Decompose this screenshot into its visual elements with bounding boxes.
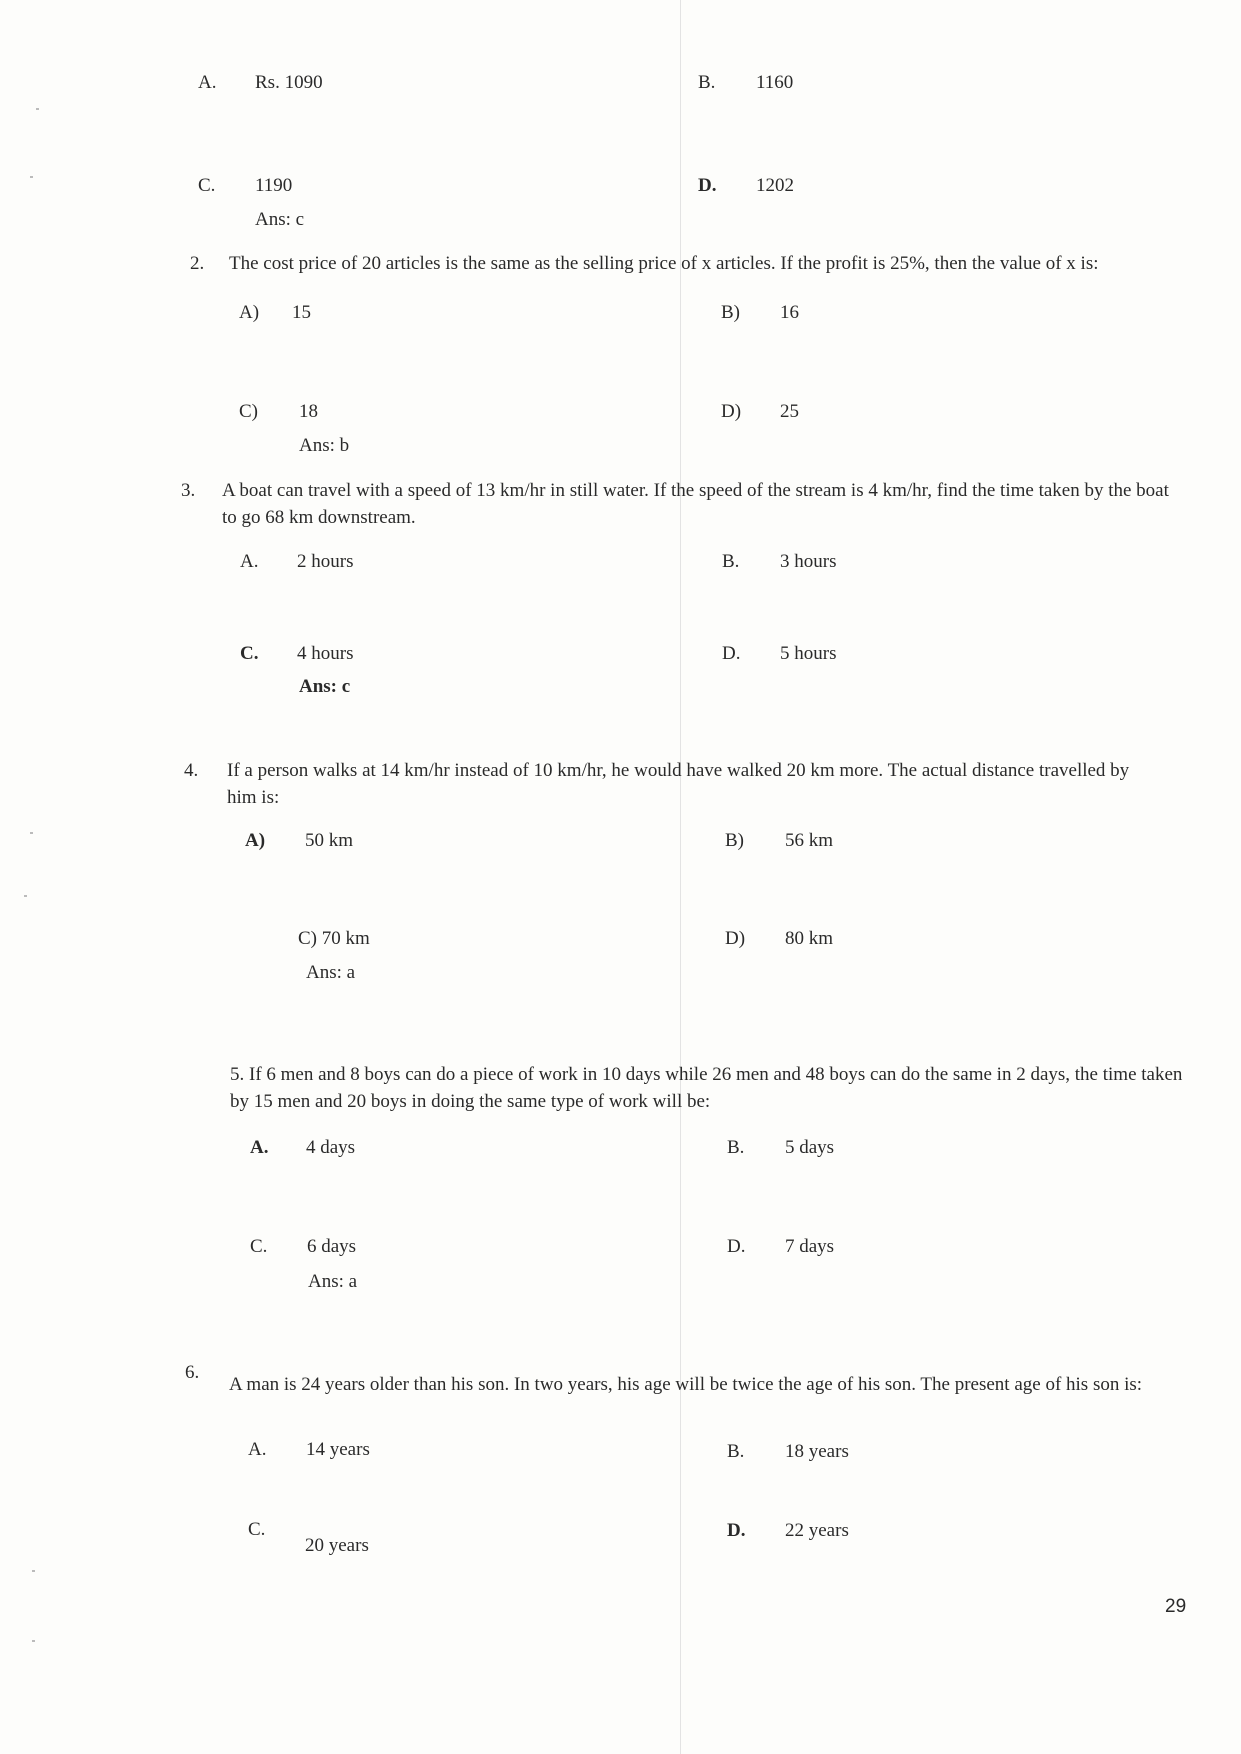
option-a-label: A. bbox=[240, 551, 259, 572]
question-number: 3. bbox=[181, 480, 196, 501]
option-d-label: D) bbox=[725, 928, 746, 949]
option-a-label: A. bbox=[248, 1439, 267, 1460]
option-b-label: B) bbox=[721, 302, 740, 323]
option-b-text: 1160 bbox=[756, 72, 794, 93]
option-c-text: 6 days bbox=[307, 1236, 357, 1257]
option-d-label: D. bbox=[727, 1520, 746, 1541]
option-b-label: B. bbox=[727, 1441, 745, 1462]
option-a-label: A) bbox=[239, 302, 260, 323]
option-b-label: B. bbox=[722, 551, 740, 572]
question-text: If a person walks at 14 km/hr instead of 10 km/hr, he would have walked 20 km more. The actual distance travelled by him is: bbox=[227, 760, 1130, 808]
option-b-text: 16 bbox=[780, 302, 799, 323]
option-b-label: B) bbox=[725, 830, 744, 851]
question-text: A boat can travel with a speed of 13 km/hr in still water. If the speed of the stream is 4 km/hr, find the time taken by the boat to go 68 km downstream. bbox=[222, 480, 1169, 528]
page-number: 29 bbox=[1165, 1596, 1187, 1617]
option-b-label: B. bbox=[727, 1137, 745, 1158]
question-text: The cost price of 20 articles is the same as the selling price of x articles. If the profit is 25%, then the value of x is: bbox=[229, 253, 1099, 274]
option-c-label: C. bbox=[250, 1236, 268, 1257]
option-c-text: 20 years bbox=[305, 1535, 369, 1556]
option-d-text: 22 years bbox=[785, 1520, 849, 1541]
scan-speck bbox=[30, 832, 33, 834]
option-a-label: A. bbox=[198, 72, 217, 93]
option-d-label: D. bbox=[727, 1236, 746, 1257]
option-b-text: 3 hours bbox=[780, 551, 837, 572]
option-a-text: 15 bbox=[292, 302, 311, 323]
answer: Ans: c bbox=[299, 676, 351, 697]
option-a-text: Rs. 1090 bbox=[255, 72, 323, 93]
option-a-label: A) bbox=[245, 830, 266, 851]
option-b-label: B. bbox=[698, 72, 716, 93]
option-c-label: C) bbox=[239, 401, 258, 422]
option-b-text: 18 years bbox=[785, 1441, 849, 1462]
scan-speck bbox=[36, 108, 39, 110]
option-b-text: 5 days bbox=[785, 1137, 835, 1158]
question-number: 6. bbox=[185, 1362, 200, 1383]
option-b-text: 56 km bbox=[785, 830, 834, 851]
option-c-label: C. bbox=[198, 175, 216, 196]
option-d-text: 25 bbox=[780, 401, 799, 422]
option-d-label: D. bbox=[698, 175, 717, 196]
answer: Ans: c bbox=[255, 209, 305, 230]
option-c-text: 4 hours bbox=[297, 643, 354, 664]
answer: Ans: a bbox=[306, 962, 356, 983]
option-d-text: 1202 bbox=[756, 175, 794, 196]
option-c-label: C. bbox=[248, 1519, 266, 1540]
option-a-label: A. bbox=[250, 1137, 269, 1158]
scan-speck bbox=[32, 1570, 35, 1572]
answer: Ans: b bbox=[299, 435, 350, 456]
question-text: 5. If 6 men and 8 boys can do a piece of work in 10 days while 26 men and 48 boys can do the same in 2 days, the time taken by 15 men and 20 boys in doing the same type of work will be: bbox=[230, 1064, 1183, 1112]
answer: Ans: a bbox=[308, 1271, 358, 1292]
option-d-label: D) bbox=[721, 401, 742, 422]
option-d-text: 80 km bbox=[785, 928, 834, 949]
option-a-text: 2 hours bbox=[297, 551, 354, 572]
option-c: C) 70 km bbox=[298, 928, 370, 949]
option-c-text: 18 bbox=[299, 401, 318, 422]
option-c-text: 1190 bbox=[255, 175, 293, 196]
option-d-text: 7 days bbox=[785, 1236, 835, 1257]
question-number: 4. bbox=[184, 760, 199, 781]
question-number: 2. bbox=[190, 253, 205, 274]
option-c-label: C. bbox=[240, 643, 259, 664]
option-a-text: 50 km bbox=[305, 830, 354, 851]
scan-speck bbox=[30, 176, 33, 178]
scan-speck bbox=[32, 1640, 35, 1642]
option-a-text: 14 years bbox=[306, 1439, 370, 1460]
option-d-text: 5 hours bbox=[780, 643, 837, 664]
option-d-label: D. bbox=[722, 643, 741, 664]
scan-speck bbox=[24, 895, 27, 897]
question-text: A man is 24 years older than his son. In two years, his age will be twice the age of his son. The present age of his son is: bbox=[229, 1374, 1143, 1395]
option-a-text: 4 days bbox=[306, 1137, 356, 1158]
